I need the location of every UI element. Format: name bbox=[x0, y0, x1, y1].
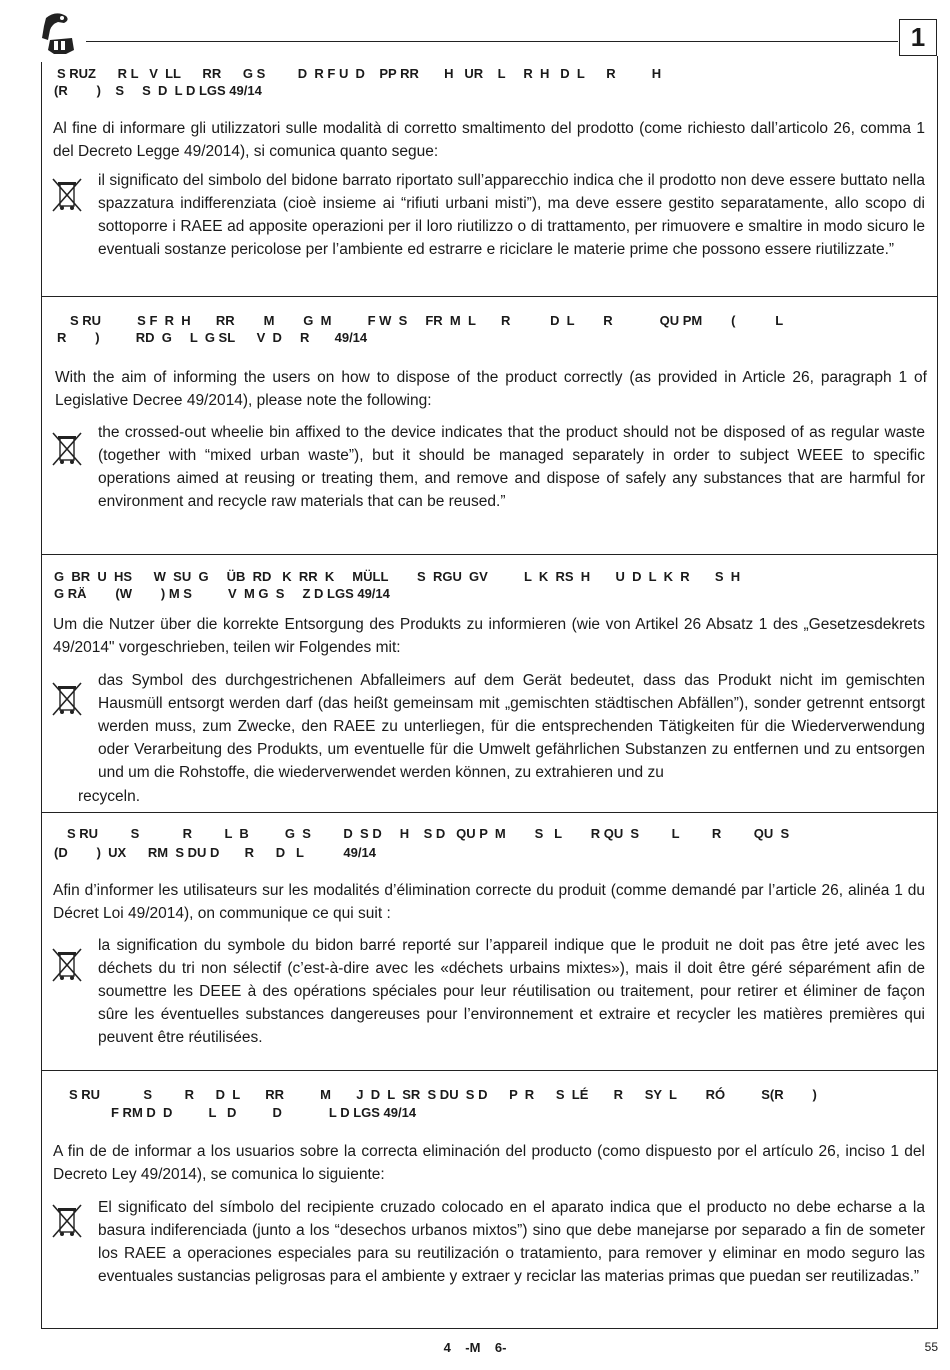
header-rule bbox=[86, 41, 898, 42]
section-heading: S RU S R L B G S D S D H S D QU P M S L R QU S L R QU S bbox=[67, 826, 790, 841]
section-body: the crossed-out wheelie bin affixed to the device indicates that the product should not be disposed of as regular waste (together with “mixed urban waste”), but it should be managed separately in order to subject WEEE to specific operations aimed at reusing or treating them, and remove and dispose of safely any substances that are harmful for environment and recycle raw materials that can be reused.” bbox=[98, 424, 925, 510]
brand-logo bbox=[36, 10, 78, 56]
section-body-tail: recyceln. bbox=[78, 788, 141, 805]
section-heading: S RUZ R L V LL RR G S D R F U D PP RR H UR L R H D L R H bbox=[57, 66, 662, 81]
section-intro: Afin d’informer les utilisateurs sur les modalités d’élimination correcte du produit (comme demandé par l’article 26, alinéa 1 du Décret Loi 49/2014), on communique ce qui suit : bbox=[53, 882, 925, 922]
section-english bbox=[41, 296, 937, 554]
section-heading-line2: R ) RD G L G SL V D R 49/14 bbox=[57, 330, 368, 345]
section-intro: Al fine di informare gli utilizzatori sulle modalità di corretto smaltimento del prodotto (come richiesto dall’articolo 26, comma 1 del Decreto Legge 49/2014), si comunica quanto segue: bbox=[53, 120, 925, 160]
section-spanish bbox=[41, 1070, 937, 1328]
section-body: das Symbol des durchgestrichenen Abfalleimers auf dem Gerät bedeutet, dass das Produkt nicht im gemischten Hausmüll entsorgt werden darf (das heißt gemeinsam mit „gemischten städtischen Abfällen”), sonder getrennt entsorgt werden muss, zum Zwecke, den RAEE zu unterliegen, für die entsprechenden Tätigkeiten für die Wiederverwendung oder Verarbeitung des Produkts, um eventuelle für die Umwelt gefährlichen Substanzen zu entfernen und zu entsorgen und um die Rohstoffe, die wiederverwendet werden können, zu extrahieren und zu bbox=[98, 672, 925, 781]
section-heading: G BR U HS W SU G ÜB RD K RR K MÜLL S RGU GV L K RS H U D L K R S H bbox=[54, 569, 741, 584]
section-body: El significato del símbolo del recipiente cruzado colocado en el aparato indica que el producto no debe echarse a la basura indiferenciada (junto a los “desechos urbanos mixtos”) sino que debe manejarse por separado a fin de someter los RAEE a operaciones especiales para su reutilización o tratamiento, para remover y eliminar en modo seguro las eventuales sustancias peligrosas para el ambiente y extraer y reciclar las materias primas que puedan ser reutilizadas.” bbox=[98, 1199, 925, 1285]
section-heading: S RU S R D L RR M J D L SR S DU S D P R S LÉ R SY L RÓ S(R ) bbox=[69, 1087, 817, 1102]
footer-page-number: 55 bbox=[924, 1340, 938, 1354]
frame-bottom bbox=[41, 1328, 938, 1329]
section-french bbox=[41, 812, 937, 1070]
section-heading-line2: F RM D D L D D L D LGS 49/14 bbox=[111, 1105, 417, 1120]
section-intro: Um die Nutzer über die korrekte Entsorgung des Produkts zu informieren (wie von Artikel 26 Absatz 1 des „Gesetzesdekrets 49/2014" vorgeschrieben, teilen wir Folgendes mit: bbox=[53, 616, 925, 656]
crossed-bin-icon bbox=[50, 1202, 84, 1240]
section-german bbox=[41, 554, 937, 812]
section-heading-line2: (R ) S S D L D LGS 49/14 bbox=[54, 83, 262, 98]
page-number-box: 1 bbox=[899, 19, 937, 56]
section-body: la signification du symbole du bidon barré reporté sur l’appareil indique que le produit ne doit pas être jeté avec les déchets du tri non sélectif (c’est-à-dire avec les «déchets urbains mixtes»), mais il doit être géré séparément afin de soumettre les DEEE à des opérations spéciales pour leur réutilisation ou traitement, pour retirer et éliminer de façon sûre les éventuelles substances dangereuses pour l’environnement et extraire et recycler les matières premières qui peuvent être réutilisées. bbox=[98, 937, 925, 1046]
crossed-bin-icon bbox=[50, 946, 84, 984]
section-heading: S RU S F R H RR M G M F W S FR M L R D L R QU PM ( L bbox=[70, 313, 784, 328]
frame-right bbox=[937, 56, 938, 1329]
crossed-bin-icon bbox=[50, 430, 84, 468]
crossed-bin-icon bbox=[50, 680, 84, 718]
section-heading-line2: (D ) UX RM S DU D R D L 49/14 bbox=[54, 845, 376, 860]
crossed-bin-icon bbox=[50, 176, 84, 214]
footer-code: 4 -M 6- bbox=[443, 1340, 507, 1355]
section-intro: A fin de de informar a los usuarios sobre la correcta eliminación del producto (como dispuesto por el artículo 26, inciso 1 del Decreto Ley 49/2014), se comunica lo siguiente: bbox=[53, 1143, 925, 1183]
section-body: il significato del simbolo del bidone barrato riportato sull’apparecchio indica che il prodotto non deve essere buttato nella spazzatura indifferenziata (cioè insieme ai “rifiuti urbani misti”), ma deve essere gestito separatamente, allo scopo di sottoporre i RAEE ad apposite operazioni per il loro riutilizzo o di trattamento, per rimuovere e smaltire in modo sicuro le eventuali sostanze pericolose per l’ambiente ed estrarre e riciclare le materie prime che possono essere riutilizzate.” bbox=[98, 172, 925, 258]
section-intro: With the aim of informing the users on how to dispose of the product correctly (as provided in Article 26, paragraph 1 of Legislative Decree 49/2014), please note the following: bbox=[55, 369, 927, 409]
section-italian bbox=[41, 62, 937, 296]
section-heading-line2: G RÄ (W ) M S V M G S Z D LGS 49/14 bbox=[54, 586, 390, 601]
